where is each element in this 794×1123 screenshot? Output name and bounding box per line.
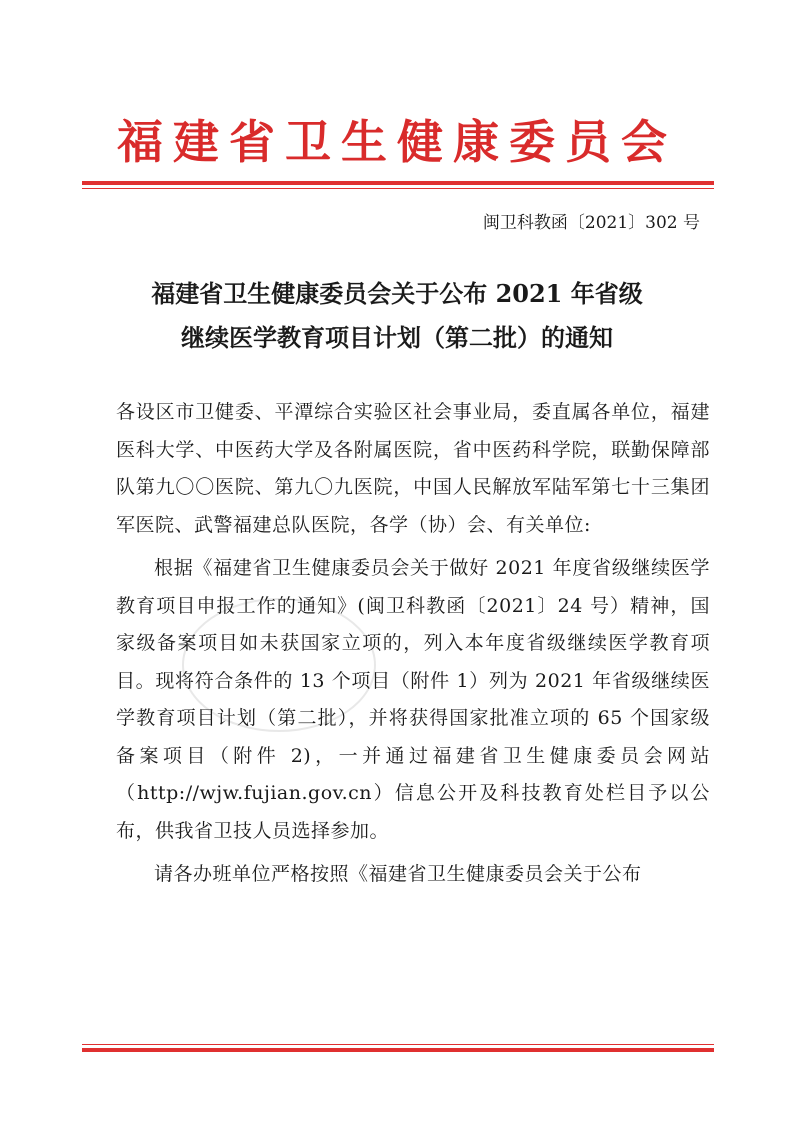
document-title-line-1: 福建省卫生健康委员会关于公布 2021 年省级 [151, 279, 643, 308]
footer-rule-thin [82, 1044, 714, 1045]
salutation-paragraph: 各设区市卫健委、平潭综合实验区社会事业局，委直属各单位，福建医科大学、中医药大学及各附属医院，省中医药科学院，联勤保障部队第九〇〇医院、第九〇九医院，中国人民解放军陆军第七十三集团军医院、武警福建总队医院，各学（协）会、有关单位: [116, 401, 710, 536]
footer-rule-thick [82, 1048, 714, 1052]
document-title-line-2: 继续医学教育项目计划（第二批）的通知 [181, 323, 613, 352]
letterhead-rule-thick [82, 181, 714, 185]
letterhead-org-name: 福建省卫生健康委员会 [117, 115, 677, 169]
document-body [116, 394, 710, 894]
body-paragraph-1: 根据《福建省卫生健康委员会关于做好 2021 年度省级继续医学教育项目申报工作的通知》(闽卫科教函〔2021〕24 号）精神，国家级备案项目如未获国家立项的，列入本年度省级继续医学教育项目。现将符合条件的 13 个项目（附件 1）列为 2021 年省级继续医学教育项目计划（第二批），并将获得国家批准立项的 65 个国家级备案项目（附件 2)，一并通过福建省卫生健康委员会网站（http://wjw.fujian.gov.cn）信息公开及科技教育处栏目予以公布，供我省卫技人员选择参加。 [116, 557, 710, 842]
document-title [90, 272, 704, 360]
body-paragraph-2: 请各办班单位严格按照《福建省卫生健康委员会关于公布 [154, 863, 642, 885]
letterhead-rule-thin [82, 188, 714, 189]
document-number: 闽卫科教函〔2021〕302 号 [482, 213, 700, 233]
